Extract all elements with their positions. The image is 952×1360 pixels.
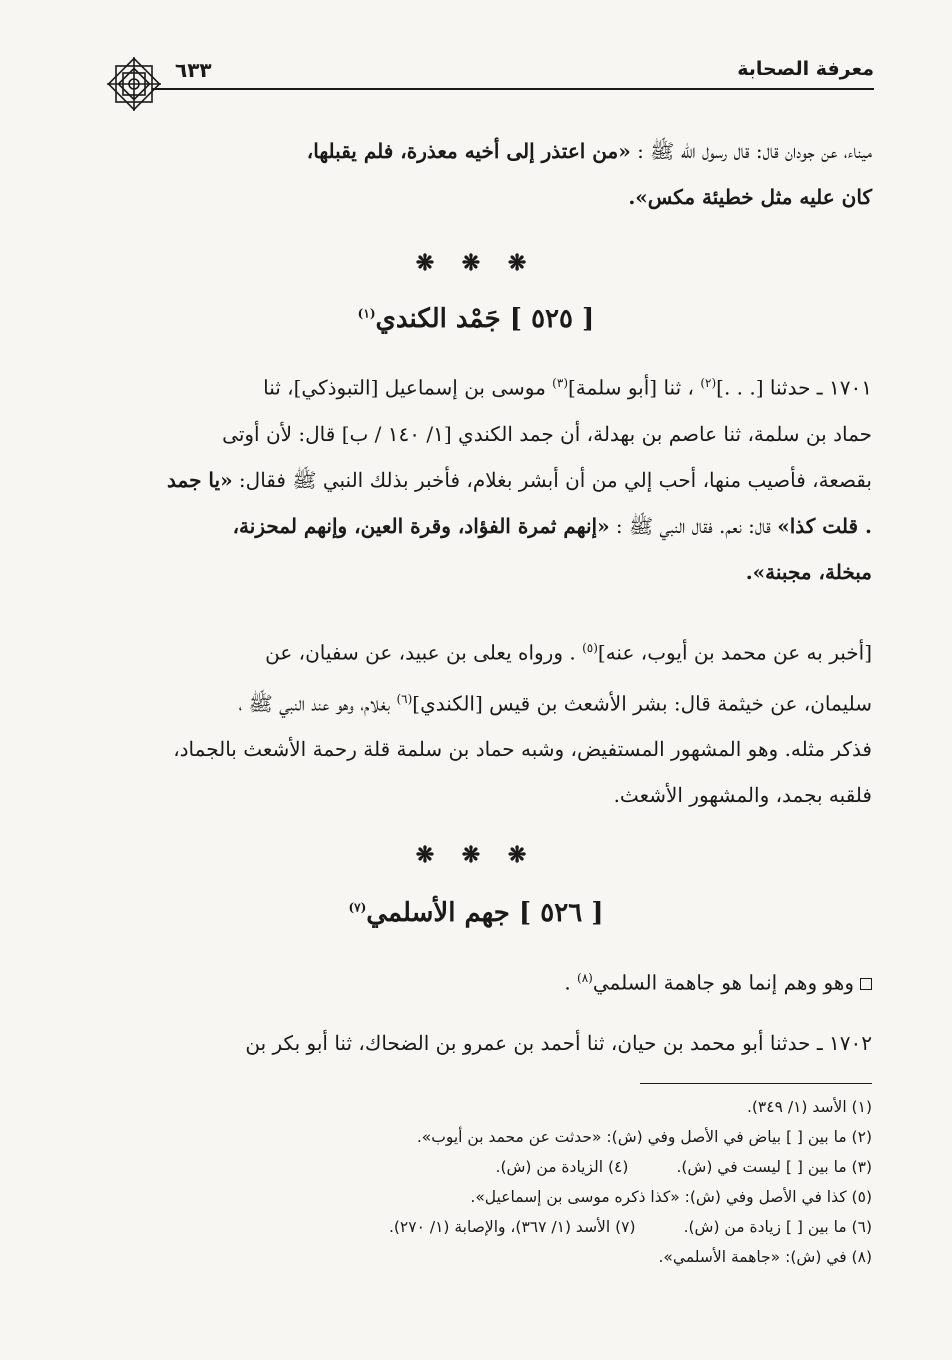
hadith-text: حماد بن سلمة، ثنا عاصم بن بهدلة، أن جمد الكندي [١/ ١٤٠ / ب] قال: لأن أوتى (222, 421, 872, 446)
hadith-bold: «يا جمد (167, 467, 233, 492)
footnote-7: (٧) الأسد (١/ ٣٦٧)، والإصابة (١/ ٢٧٠). (388, 1218, 636, 1236)
entry-526-note (112, 955, 872, 1006)
hadith-1702 (112, 1020, 872, 1066)
entry-525-heading-text: [ ٥٢٥ ] جَمْد الكندي (375, 304, 595, 334)
commentary-paragraph (112, 625, 872, 818)
entry-526-heading-text: [ ٥٢٦ ] جهم الأسلمي (366, 898, 604, 928)
commentary-text: فلقبه بجمد، والمشهور الأشعث. (613, 783, 872, 808)
entry-note-text: وهو وهم إنما هو جاهمة السلمي (592, 970, 854, 995)
hadith-bold: «إنهم ثمرة الفؤاد، وقرة العين، وإنهم لمحزنة، (232, 513, 610, 538)
hadith-bold: مبخلة، مجبنة». (745, 559, 872, 584)
footnote-5: (٥) كذا في الأصل وفي (ش): «كذا ذكره موسى بن إسماعيل». (470, 1188, 872, 1206)
hadith-bold: . قلت كذا» (777, 513, 872, 538)
page-number: ٦٣٣ (175, 58, 212, 82)
hadith-1701 (112, 360, 872, 595)
section-separator: ❋ ❋ ❋ (415, 250, 537, 276)
octagram-ornament-icon (104, 54, 164, 114)
intro-hadith-bold: «من اعتذر إلى أخيه معذرة، فلم يقبلها، (306, 139, 631, 163)
footnote-marker: (٦) (396, 691, 413, 706)
intro-text: ميناء، عن جودان قال: قال رسول الله ﷺ : (630, 139, 872, 163)
footnote-marker: (٢) (700, 376, 717, 390)
intro-paragraph (112, 128, 872, 220)
hadith-text: موسى بن إسماعيل [التبوذكي]، ثنا (263, 375, 553, 400)
entry-526-title (0, 898, 952, 928)
hadith-text: بقصعة، فأصيب منها، أحب إلي من أن أبشر بغلام، فأخبر بذلك النبي ﷺ فقال: (232, 467, 872, 492)
footnote-marker: (٨) (577, 971, 593, 985)
footnote-marker: (٥) (582, 641, 598, 655)
footnotes (112, 1092, 872, 1272)
commentary-text: [أخبر به عن محمد بن أيوب، عنه] (597, 640, 872, 665)
footnote-3: (٣) ما بين [ ] ليست في (ش). (676, 1158, 872, 1176)
header-rule (152, 88, 874, 90)
entry-525-title (0, 304, 952, 334)
commentary-text: . ورواه يعلى بن عبيد، عن سفيان، عن (265, 640, 583, 665)
hadith-text: قال: نعم. فقال النبي ﷺ : (609, 513, 778, 538)
hadith-text: ، ثنا [أبو سلمة] (568, 375, 701, 400)
footnote-marker: (١) (357, 306, 376, 321)
commentary-text: بغلام، وهو عند النبي ﷺ ، (238, 691, 397, 716)
footnote-8: (٨) في (ش): «جاهمة الأسلمي». (658, 1248, 872, 1266)
commentary-text: فذكر مثله. وهو المشهور المستفيض، وشبه حماد بن سلمة قلة رحمة الأشعث بالجماد، (173, 737, 872, 762)
footnote-6: (٦) ما بين [ ] زيادة من (ش). (683, 1218, 872, 1236)
hadith-text: ١٧٠١ ـ حدثنا [. . .] (716, 375, 872, 400)
running-header-title: معرفة الصحابة (737, 58, 874, 80)
footnote-2: (٢) ما بين [ ] بياض في الأصل وفي (ش): «حدثت عن محمد بن أيوب». (416, 1128, 872, 1146)
hadith-text: ١٧٠٢ ـ حدثنا أبو محمد بن حيان، ثنا أحمد بن عمرو بن الضحاك، ثنا أبو بكر بن (245, 1031, 872, 1055)
intro-hadith-bold-end: كان عليه مثل خطيئة مكس». (628, 185, 872, 209)
footnote-marker: (٣) (552, 376, 568, 390)
footnote-rule (640, 1083, 872, 1084)
entry-note-text: . (564, 970, 578, 995)
footnote-marker: (٧) (348, 900, 367, 915)
commentary-text: سليمان، عن خيثمة قال: بشر الأشعث بن قيس [الكندي] (412, 691, 872, 716)
section-separator: ❋ ❋ ❋ (415, 842, 537, 868)
footnote-1: (١) الأسد (١/ ٣٤٩). (746, 1098, 872, 1116)
square-bullet-icon (860, 978, 872, 990)
footnote-4: (٤) الزيادة من (ش). (495, 1158, 629, 1176)
